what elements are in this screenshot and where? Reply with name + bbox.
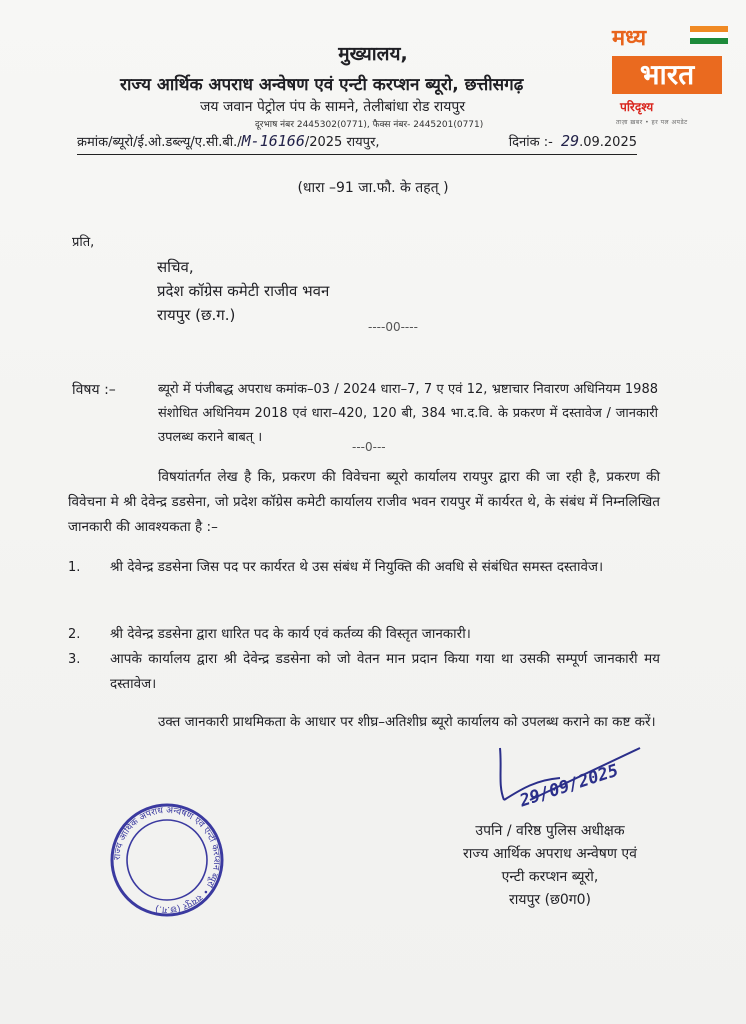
signatory-city: रायपुर (छ0ग0)	[508, 892, 592, 908]
date-label: दिनांक :-	[508, 135, 553, 150]
official-seal	[107, 800, 227, 920]
letterhead-org: राज्य आर्थिक अपराध अन्वेषण एवं एन्टी करप्शन ब्यूरो, छत्तीसगढ़	[120, 75, 524, 95]
item-number: 2.	[68, 627, 81, 642]
list-item: श्री देवेन्द्र डडसेना जिस पद पर कार्यरत थे उस संबंध में नियुक्ति की अवधि से संबंधित समस्त दस्तावेज।	[110, 559, 604, 575]
svg-text:राज्य आर्थिक अपराध अन्वेषण एवं: राज्य आर्थिक अपराध अन्वेषण एवं एन्टी करप्शन ब्यूरो • रायपुर (छ.ग.)	[112, 805, 222, 915]
logo-main-text: भारत	[612, 56, 722, 94]
letterhead-title: मुख्यालय,	[338, 43, 408, 65]
signature	[490, 740, 650, 814]
subject-label: विषय :–	[72, 382, 116, 398]
intro-paragraph: विषयांतर्गत लेख है कि, प्रकरण की विवेचना ब्यूरो कार्यालय रायपुर द्वारा की जा रही है, प्रकरण की विवेचना मे श्री देवेन्द्र डडसेना, जो प्रदेश कॉग्रेस कमेटी कार्यालय राजीव भवन रायपुर में कार्यरत थे, के संबंध में निम्नलिखित जानकारी की आवश्यकता है :–	[68, 469, 660, 535]
subject-text: ब्यूरो में पंजीबद्ध अपराध कमांक–03 / 2024 धारा–7, 7 ए एवं 12, भ्रष्टाचार निवारण अधिनियम 1988 संशोधित अधिनियम 2018 एवं धारा–420, 120 बी, 384 भा.द.वि. के प्रकरण में दस्तावेज / जानकारी उपलब्ध कराने बाबत् ।	[158, 382, 658, 445]
signatory-block	[400, 820, 700, 912]
closing-paragraph: उक्त जानकारी प्राथमिकता के आधार पर शीघ्र–अतिशीघ्र ब्यूरो कार्यालय को उपलब्ध कराने का कष्ट करें।	[158, 714, 656, 730]
signature-date: 29/09/2025	[517, 760, 621, 812]
date-day: 29	[561, 132, 580, 150]
signatory-designation: उपनि / वरिष्ठ पुलिस अधीक्षक	[475, 823, 625, 839]
letterhead-phone: दूरभाष नंबर 2445302(0771), फैक्स नंबर- 2445201(0771)	[255, 120, 484, 130]
subject-separator: ---0---	[352, 440, 386, 454]
recipient-office: प्रदेश कॉग्रेस कमेटी राजीव भवन	[157, 282, 330, 300]
letterhead-address: जय जवान पेट्रोल पंप के सामने, तेलीबांधा रोड रायपुर	[200, 99, 466, 115]
ref-prefix: क्रमांक/ब्यूरो/ई.ओ.डब्ल्यू/ए.सी.बी./	[77, 135, 242, 150]
recipient-designation: सचिव,	[157, 258, 194, 276]
logo-sub-text: परिदृश्य	[620, 100, 654, 114]
list-item: आपके कार्यालय द्वारा श्री देवेन्द्र डडसेना को जो वेतन मान प्रदान किया गया था उसकी सम्पूर्ण जानकारी मय दस्तावेज।	[110, 651, 660, 692]
separator: ----00----	[368, 320, 418, 334]
list-item: श्री देवेन्द्र डडसेना द्वारा धारित पद के कार्य एवं कर्तव्य की विस्तृत जानकारी।	[110, 626, 471, 642]
to-label: प्रति,	[72, 235, 95, 250]
signatory-org-line1: राज्य आर्थिक अपराध अन्वेषण एवं	[463, 846, 637, 862]
logo	[612, 22, 728, 134]
logo-tagline: ताज़ा ख़बर • हर पल अपडेट	[616, 119, 688, 126]
logo-top-text: मध्य	[612, 26, 647, 51]
ref-suffix: /2025 रायपुर,	[304, 135, 380, 150]
item-number: 1.	[68, 560, 81, 575]
reference-line	[77, 132, 637, 155]
section-reference: (धारा –91 जा.फौ. के तहत् )	[297, 180, 449, 196]
item-number: 3.	[68, 652, 81, 667]
date-rest: .09.2025	[579, 135, 637, 150]
ref-date	[509, 132, 637, 150]
ref-number: M-16166	[241, 132, 305, 150]
signatory-org-line2: एन्टी करप्शन ब्यूरो,	[501, 869, 599, 885]
recipient-city: रायपुर (छ.ग.)	[157, 306, 236, 324]
